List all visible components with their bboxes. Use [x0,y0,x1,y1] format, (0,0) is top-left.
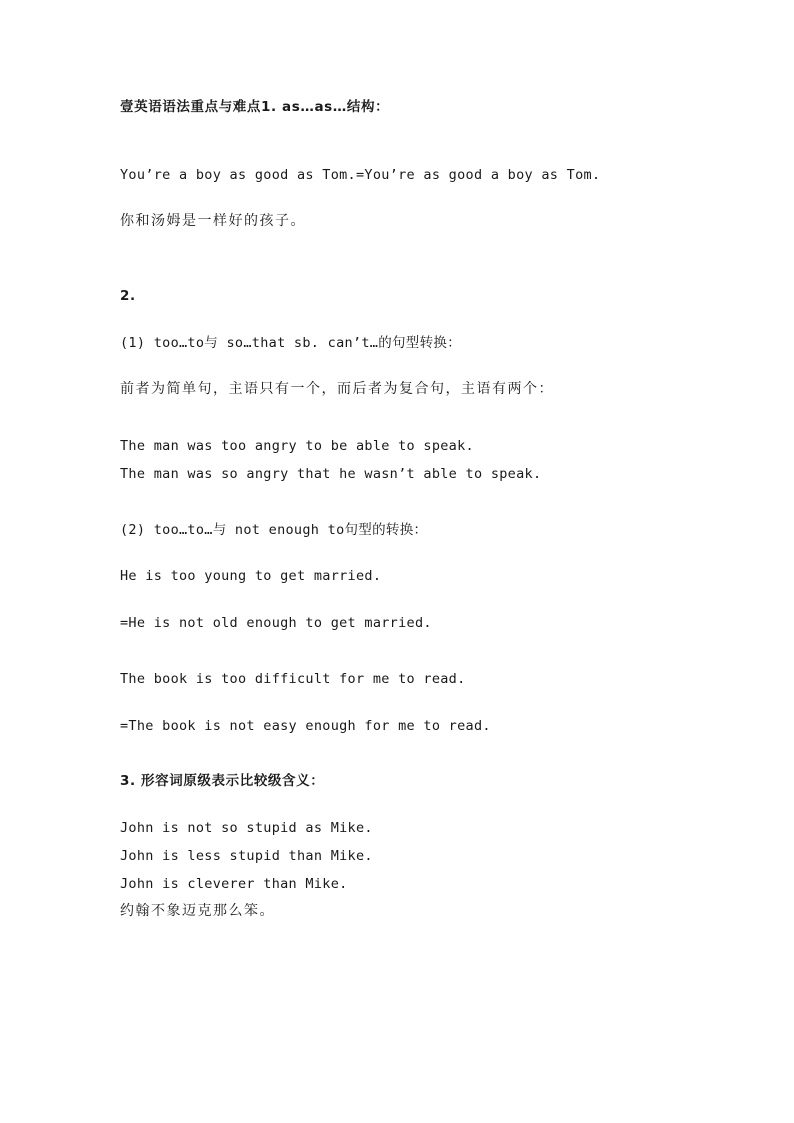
example-3b: =He is not old enough to get married. [120,615,432,631]
example-2b: The man was so angry that he wasn’t able to speak. [120,466,542,482]
heading-1: 壹英语语法重点与难点1. as…as…结构： [120,99,390,115]
heading-3: 3. 形容词原级表示比较级含义： [120,773,325,789]
example-4a: The book is too difficult for me to read. [120,671,466,687]
example-4b: =The book is not easy enough for me to read. [120,718,491,734]
example-3a: He is too young to get married. [120,568,382,584]
subheading-1: (1) too…to与 so…that sb. can’t…的句型转换： [120,335,462,351]
example-5c: John is cleverer than Mike. [120,876,348,892]
example-5-chinese: 约翰不象迈克那么笨。 [120,903,275,919]
example-1-chinese: 你和汤姆是一样好的孩子。 [120,213,306,229]
heading-2: 2. [120,288,136,304]
example-5b: John is less stupid than Mike. [120,848,373,864]
subheading-2: (2) too…to…与 not enough to句型的转换： [120,522,428,538]
subheading-1-note: 前者为简单句，主语只有一个，而后者为复合句，主语有两个： [120,381,554,397]
example-5a: John is not so stupid as Mike. [120,820,373,836]
example-2a: The man was too angry to be able to speak. [120,438,474,454]
example-1-english: You’re a boy as good as Tom.=You’re as good a boy as Tom. [120,167,601,183]
